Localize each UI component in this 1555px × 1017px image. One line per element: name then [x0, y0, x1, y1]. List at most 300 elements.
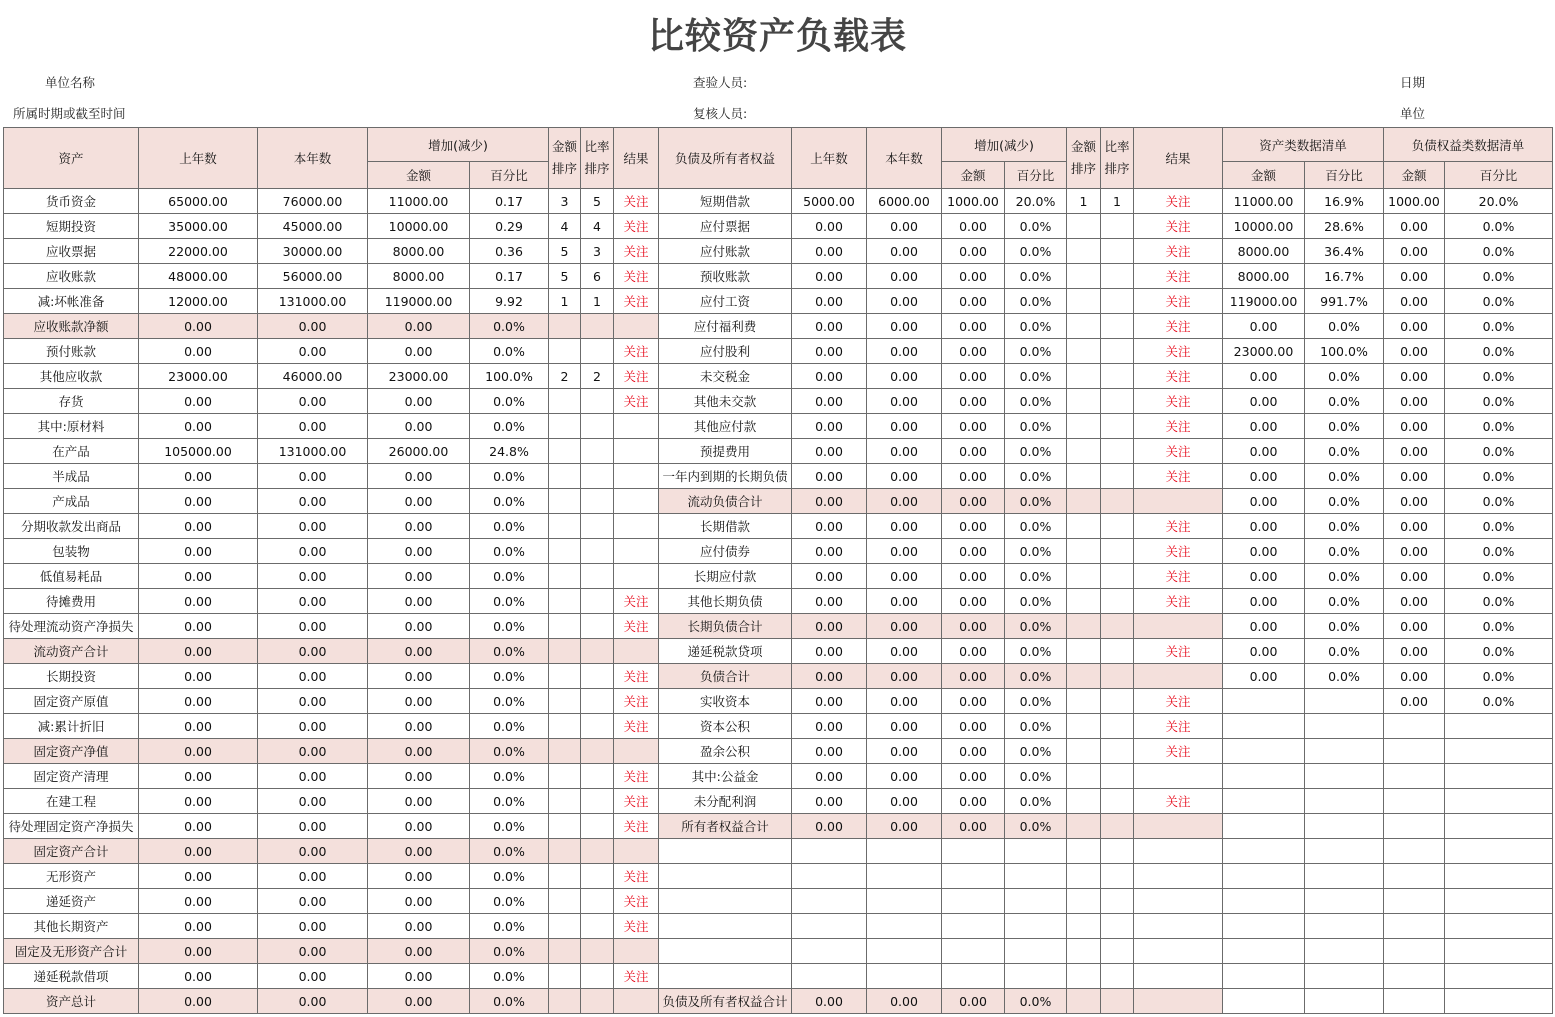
asset-prev-year-cell[interactable]: 0.00 [139, 689, 258, 714]
asset-list-percent-cell[interactable] [1305, 939, 1384, 964]
liab-change-amount-cell[interactable]: 0.00 [942, 564, 1005, 589]
asset-ratio-rank-cell[interactable] [581, 914, 614, 939]
asset-change-percent-cell[interactable]: 0.0% [470, 314, 549, 339]
asset-list-amount-cell[interactable] [1223, 889, 1305, 914]
liab-change-percent-cell[interactable]: 0.0% [1005, 314, 1067, 339]
asset-result-cell[interactable] [614, 414, 659, 439]
liab-list-percent-cell[interactable] [1445, 939, 1553, 964]
liab-name-cell[interactable]: 所有者权益合计 [659, 814, 792, 839]
asset-list-percent-cell[interactable] [1305, 964, 1384, 989]
liab-amount-rank-cell[interactable] [1067, 789, 1101, 814]
asset-result-cell[interactable] [614, 989, 659, 1014]
liab-amount-rank-cell[interactable] [1067, 414, 1101, 439]
liab-ratio-rank-cell[interactable] [1101, 964, 1134, 989]
asset-name-cell[interactable]: 其他长期资产 [4, 914, 139, 939]
asset-this-year-cell[interactable]: 0.00 [258, 814, 368, 839]
liab-name-cell[interactable]: 应付债券 [659, 539, 792, 564]
liab-name-cell[interactable]: 短期借款 [659, 189, 792, 214]
asset-list-amount-cell[interactable]: 0.00 [1223, 489, 1305, 514]
asset-this-year-cell[interactable]: 0.00 [258, 689, 368, 714]
asset-list-amount-cell[interactable] [1223, 764, 1305, 789]
liab-amount-rank-cell[interactable] [1067, 514, 1101, 539]
asset-change-percent-cell[interactable]: 0.0% [470, 614, 549, 639]
asset-result-cell[interactable]: 关注 [614, 389, 659, 414]
liab-list-percent-cell[interactable]: 0.0% [1445, 589, 1553, 614]
asset-amount-rank-cell[interactable] [549, 339, 581, 364]
asset-list-percent-cell[interactable]: 100.0% [1305, 339, 1384, 364]
liab-name-cell[interactable]: 预提费用 [659, 439, 792, 464]
asset-list-percent-cell[interactable]: 0.0% [1305, 389, 1384, 414]
liab-change-amount-cell[interactable]: 0.00 [942, 289, 1005, 314]
asset-amount-rank-cell[interactable]: 1 [549, 289, 581, 314]
liab-ratio-rank-cell[interactable] [1101, 439, 1134, 464]
liab-change-amount-cell[interactable]: 0.00 [942, 214, 1005, 239]
asset-this-year-cell[interactable]: 45000.00 [258, 214, 368, 239]
asset-amount-rank-cell[interactable] [549, 489, 581, 514]
liab-change-amount-cell[interactable]: 0.00 [942, 264, 1005, 289]
liab-list-percent-cell[interactable]: 0.0% [1445, 389, 1553, 414]
liab-ratio-rank-cell[interactable] [1101, 464, 1134, 489]
liab-change-percent-cell[interactable]: 0.0% [1005, 539, 1067, 564]
asset-change-amount-cell[interactable]: 0.00 [368, 914, 470, 939]
liab-list-amount-cell[interactable]: 0.00 [1384, 639, 1445, 664]
liab-ratio-rank-cell[interactable] [1101, 889, 1134, 914]
asset-this-year-cell[interactable]: 0.00 [258, 889, 368, 914]
asset-this-year-cell[interactable]: 0.00 [258, 639, 368, 664]
liab-prev-year-cell[interactable] [792, 964, 867, 989]
liab-amount-rank-cell[interactable] [1067, 289, 1101, 314]
liab-name-cell[interactable]: 预收账款 [659, 264, 792, 289]
liab-this-year-cell[interactable]: 6000.00 [867, 189, 942, 214]
asset-list-percent-cell[interactable]: 0.0% [1305, 464, 1384, 489]
liab-result-cell[interactable] [1134, 614, 1223, 639]
asset-list-percent-cell[interactable] [1305, 989, 1384, 1014]
asset-list-amount-cell[interactable]: 0.00 [1223, 364, 1305, 389]
liab-this-year-cell[interactable]: 0.00 [867, 314, 942, 339]
liab-list-amount-cell[interactable]: 0.00 [1384, 689, 1445, 714]
asset-name-cell[interactable]: 分期收款发出商品 [4, 514, 139, 539]
liab-change-amount-cell[interactable]: 0.00 [942, 414, 1005, 439]
liab-prev-year-cell[interactable]: 0.00 [792, 414, 867, 439]
asset-prev-year-cell[interactable]: 0.00 [139, 414, 258, 439]
liab-prev-year-cell[interactable] [792, 864, 867, 889]
asset-change-percent-cell[interactable]: 0.0% [470, 814, 549, 839]
asset-amount-rank-cell[interactable] [549, 989, 581, 1014]
liab-ratio-rank-cell[interactable] [1101, 539, 1134, 564]
liab-name-cell[interactable]: 应付账款 [659, 239, 792, 264]
asset-result-cell[interactable]: 关注 [614, 264, 659, 289]
liab-ratio-rank-cell[interactable]: 1 [1101, 189, 1134, 214]
liab-amount-rank-cell[interactable] [1067, 539, 1101, 564]
asset-list-percent-cell[interactable] [1305, 864, 1384, 889]
liab-change-percent-cell[interactable]: 0.0% [1005, 689, 1067, 714]
asset-ratio-rank-cell[interactable] [581, 464, 614, 489]
asset-prev-year-cell[interactable]: 0.00 [139, 989, 258, 1014]
liab-list-percent-cell[interactable] [1445, 989, 1553, 1014]
liab-change-percent-cell[interactable]: 0.0% [1005, 364, 1067, 389]
liab-this-year-cell[interactable]: 0.00 [867, 364, 942, 389]
liab-name-cell[interactable]: 长期借款 [659, 514, 792, 539]
liab-name-cell[interactable] [659, 914, 792, 939]
asset-list-percent-cell[interactable] [1305, 689, 1384, 714]
liab-result-cell[interactable]: 关注 [1134, 464, 1223, 489]
asset-list-percent-cell[interactable]: 0.0% [1305, 589, 1384, 614]
liab-change-percent-cell[interactable] [1005, 889, 1067, 914]
liab-list-amount-cell[interactable]: 0.00 [1384, 464, 1445, 489]
liab-this-year-cell[interactable]: 0.00 [867, 464, 942, 489]
liab-list-percent-cell[interactable]: 0.0% [1445, 364, 1553, 389]
asset-name-cell[interactable]: 无形资产 [4, 864, 139, 889]
liab-result-cell[interactable]: 关注 [1134, 264, 1223, 289]
liab-result-cell[interactable]: 关注 [1134, 414, 1223, 439]
liab-list-amount-cell[interactable]: 0.00 [1384, 489, 1445, 514]
liab-result-cell[interactable]: 关注 [1134, 564, 1223, 589]
asset-amount-rank-cell[interactable] [549, 864, 581, 889]
liab-amount-rank-cell[interactable] [1067, 214, 1101, 239]
liab-list-amount-cell[interactable]: 0.00 [1384, 339, 1445, 364]
liab-this-year-cell[interactable]: 0.00 [867, 289, 942, 314]
asset-ratio-rank-cell[interactable] [581, 989, 614, 1014]
liab-amount-rank-cell[interactable] [1067, 964, 1101, 989]
asset-prev-year-cell[interactable]: 0.00 [139, 914, 258, 939]
asset-name-cell[interactable]: 减:累计折旧 [4, 714, 139, 739]
liab-change-amount-cell[interactable]: 0.00 [942, 689, 1005, 714]
asset-prev-year-cell[interactable]: 0.00 [139, 889, 258, 914]
liab-change-percent-cell[interactable]: 0.0% [1005, 464, 1067, 489]
asset-list-amount-cell[interactable]: 0.00 [1223, 639, 1305, 664]
liab-prev-year-cell[interactable]: 0.00 [792, 339, 867, 364]
liab-ratio-rank-cell[interactable] [1101, 214, 1134, 239]
liab-change-percent-cell[interactable]: 0.0% [1005, 614, 1067, 639]
asset-name-cell[interactable]: 待处理固定资产净损失 [4, 814, 139, 839]
asset-list-amount-cell[interactable]: 0.00 [1223, 589, 1305, 614]
asset-amount-rank-cell[interactable] [549, 589, 581, 614]
liab-amount-rank-cell[interactable] [1067, 614, 1101, 639]
asset-list-amount-cell[interactable]: 0.00 [1223, 389, 1305, 414]
liab-change-percent-cell[interactable]: 0.0% [1005, 589, 1067, 614]
liab-list-amount-cell[interactable] [1384, 789, 1445, 814]
liab-list-percent-cell[interactable]: 0.0% [1445, 514, 1553, 539]
asset-list-percent-cell[interactable]: 0.0% [1305, 489, 1384, 514]
asset-name-cell[interactable]: 减:坏帐准备 [4, 289, 139, 314]
liab-change-amount-cell[interactable] [942, 939, 1005, 964]
asset-this-year-cell[interactable]: 0.00 [258, 964, 368, 989]
asset-list-amount-cell[interactable]: 0.00 [1223, 414, 1305, 439]
asset-change-amount-cell[interactable]: 0.00 [368, 764, 470, 789]
liab-change-amount-cell[interactable]: 0.00 [942, 539, 1005, 564]
liab-amount-rank-cell[interactable] [1067, 764, 1101, 789]
liab-change-percent-cell[interactable]: 0.0% [1005, 789, 1067, 814]
asset-change-percent-cell[interactable]: 0.0% [470, 764, 549, 789]
liab-change-amount-cell[interactable]: 0.00 [942, 989, 1005, 1014]
asset-name-cell[interactable]: 待摊费用 [4, 589, 139, 614]
asset-list-amount-cell[interactable] [1223, 689, 1305, 714]
asset-ratio-rank-cell[interactable]: 4 [581, 214, 614, 239]
liab-list-amount-cell[interactable] [1384, 989, 1445, 1014]
asset-ratio-rank-cell[interactable] [581, 589, 614, 614]
asset-name-cell[interactable]: 包装物 [4, 539, 139, 564]
asset-list-percent-cell[interactable]: 0.0% [1305, 639, 1384, 664]
asset-ratio-rank-cell[interactable] [581, 964, 614, 989]
liab-amount-rank-cell[interactable] [1067, 239, 1101, 264]
asset-ratio-rank-cell[interactable] [581, 714, 614, 739]
liab-this-year-cell[interactable]: 0.00 [867, 389, 942, 414]
liab-prev-year-cell[interactable]: 0.00 [792, 739, 867, 764]
liab-result-cell[interactable]: 关注 [1134, 239, 1223, 264]
liab-amount-rank-cell[interactable] [1067, 639, 1101, 664]
asset-change-amount-cell[interactable]: 26000.00 [368, 439, 470, 464]
asset-amount-rank-cell[interactable]: 5 [549, 264, 581, 289]
liab-this-year-cell[interactable]: 0.00 [867, 714, 942, 739]
asset-amount-rank-cell[interactable]: 3 [549, 189, 581, 214]
liab-change-percent-cell[interactable]: 0.0% [1005, 289, 1067, 314]
asset-this-year-cell[interactable]: 76000.00 [258, 189, 368, 214]
liab-name-cell[interactable]: 应付票据 [659, 214, 792, 239]
asset-result-cell[interactable]: 关注 [614, 664, 659, 689]
liab-prev-year-cell[interactable] [792, 889, 867, 914]
asset-this-year-cell[interactable]: 0.00 [258, 914, 368, 939]
liab-change-amount-cell[interactable]: 0.00 [942, 764, 1005, 789]
liab-result-cell[interactable] [1134, 764, 1223, 789]
asset-prev-year-cell[interactable]: 0.00 [139, 339, 258, 364]
liab-this-year-cell[interactable]: 0.00 [867, 414, 942, 439]
asset-ratio-rank-cell[interactable] [581, 864, 614, 889]
asset-ratio-rank-cell[interactable] [581, 539, 614, 564]
asset-change-amount-cell[interactable]: 0.00 [368, 614, 470, 639]
liab-change-percent-cell[interactable]: 0.0% [1005, 714, 1067, 739]
asset-change-percent-cell[interactable]: 100.0% [470, 364, 549, 389]
asset-this-year-cell[interactable]: 0.00 [258, 864, 368, 889]
asset-ratio-rank-cell[interactable] [581, 889, 614, 914]
liab-list-percent-cell[interactable]: 0.0% [1445, 339, 1553, 364]
liab-this-year-cell[interactable]: 0.00 [867, 664, 942, 689]
liab-change-percent-cell[interactable]: 0.0% [1005, 214, 1067, 239]
asset-name-cell[interactable]: 低值易耗品 [4, 564, 139, 589]
liab-this-year-cell[interactable]: 0.00 [867, 564, 942, 589]
asset-amount-rank-cell[interactable] [549, 514, 581, 539]
liab-result-cell[interactable]: 关注 [1134, 789, 1223, 814]
asset-change-amount-cell[interactable]: 0.00 [368, 514, 470, 539]
asset-prev-year-cell[interactable]: 65000.00 [139, 189, 258, 214]
liab-ratio-rank-cell[interactable] [1101, 389, 1134, 414]
liab-ratio-rank-cell[interactable] [1101, 289, 1134, 314]
asset-change-amount-cell[interactable]: 0.00 [368, 839, 470, 864]
liab-amount-rank-cell[interactable] [1067, 489, 1101, 514]
liab-list-amount-cell[interactable]: 1000.00 [1384, 189, 1445, 214]
asset-result-cell[interactable] [614, 489, 659, 514]
liab-result-cell[interactable]: 关注 [1134, 214, 1223, 239]
asset-prev-year-cell[interactable]: 0.00 [139, 389, 258, 414]
liab-list-amount-cell[interactable] [1384, 889, 1445, 914]
liab-name-cell[interactable] [659, 939, 792, 964]
liab-list-percent-cell[interactable]: 0.0% [1445, 564, 1553, 589]
liab-change-percent-cell[interactable]: 0.0% [1005, 764, 1067, 789]
asset-result-cell[interactable]: 关注 [614, 239, 659, 264]
asset-name-cell[interactable]: 应收票据 [4, 239, 139, 264]
liab-amount-rank-cell[interactable] [1067, 364, 1101, 389]
liab-list-percent-cell[interactable] [1445, 764, 1553, 789]
liab-amount-rank-cell[interactable] [1067, 664, 1101, 689]
asset-change-percent-cell[interactable]: 9.92 [470, 289, 549, 314]
liab-result-cell[interactable]: 关注 [1134, 389, 1223, 414]
asset-result-cell[interactable] [614, 464, 659, 489]
asset-change-amount-cell[interactable]: 0.00 [368, 464, 470, 489]
liab-list-amount-cell[interactable]: 0.00 [1384, 264, 1445, 289]
liab-list-amount-cell[interactable]: 0.00 [1384, 414, 1445, 439]
asset-result-cell[interactable] [614, 839, 659, 864]
liab-prev-year-cell[interactable] [792, 839, 867, 864]
asset-change-amount-cell[interactable]: 0.00 [368, 589, 470, 614]
liab-this-year-cell[interactable]: 0.00 [867, 589, 942, 614]
liab-list-amount-cell[interactable] [1384, 864, 1445, 889]
asset-result-cell[interactable]: 关注 [614, 914, 659, 939]
liab-change-percent-cell[interactable] [1005, 939, 1067, 964]
asset-list-percent-cell[interactable] [1305, 789, 1384, 814]
asset-prev-year-cell[interactable]: 0.00 [139, 964, 258, 989]
asset-change-percent-cell[interactable]: 0.0% [470, 789, 549, 814]
asset-this-year-cell[interactable]: 0.00 [258, 714, 368, 739]
liab-result-cell[interactable]: 关注 [1134, 189, 1223, 214]
liab-prev-year-cell[interactable]: 0.00 [792, 789, 867, 814]
asset-amount-rank-cell[interactable] [549, 314, 581, 339]
liab-list-percent-cell[interactable]: 20.0% [1445, 189, 1553, 214]
liab-ratio-rank-cell[interactable] [1101, 739, 1134, 764]
asset-list-percent-cell[interactable] [1305, 814, 1384, 839]
asset-amount-rank-cell[interactable]: 5 [549, 239, 581, 264]
liab-change-percent-cell[interactable] [1005, 914, 1067, 939]
liab-prev-year-cell[interactable]: 0.00 [792, 664, 867, 689]
asset-list-percent-cell[interactable] [1305, 914, 1384, 939]
asset-list-percent-cell[interactable]: 0.0% [1305, 539, 1384, 564]
liab-list-amount-cell[interactable] [1384, 814, 1445, 839]
asset-ratio-rank-cell[interactable] [581, 514, 614, 539]
liab-change-amount-cell[interactable]: 0.00 [942, 639, 1005, 664]
asset-change-percent-cell[interactable]: 0.0% [470, 589, 549, 614]
liab-prev-year-cell[interactable]: 0.00 [792, 764, 867, 789]
asset-list-percent-cell[interactable]: 0.0% [1305, 614, 1384, 639]
asset-result-cell[interactable]: 关注 [614, 339, 659, 364]
liab-prev-year-cell[interactable] [792, 939, 867, 964]
liab-list-percent-cell[interactable]: 0.0% [1445, 414, 1553, 439]
liab-change-percent-cell[interactable]: 0.0% [1005, 814, 1067, 839]
asset-prev-year-cell[interactable]: 0.00 [139, 739, 258, 764]
liab-ratio-rank-cell[interactable] [1101, 514, 1134, 539]
liab-result-cell[interactable] [1134, 664, 1223, 689]
liab-change-percent-cell[interactable] [1005, 864, 1067, 889]
liab-prev-year-cell[interactable]: 0.00 [792, 489, 867, 514]
liab-change-percent-cell[interactable]: 0.0% [1005, 989, 1067, 1014]
asset-prev-year-cell[interactable]: 0.00 [139, 614, 258, 639]
asset-change-percent-cell[interactable]: 0.0% [470, 739, 549, 764]
asset-list-percent-cell[interactable] [1305, 714, 1384, 739]
liab-name-cell[interactable]: 递延税款贷项 [659, 639, 792, 664]
asset-ratio-rank-cell[interactable] [581, 639, 614, 664]
asset-prev-year-cell[interactable]: 35000.00 [139, 214, 258, 239]
asset-change-percent-cell[interactable]: 0.0% [470, 964, 549, 989]
asset-this-year-cell[interactable]: 0.00 [258, 939, 368, 964]
asset-result-cell[interactable]: 关注 [614, 889, 659, 914]
liab-list-percent-cell[interactable]: 0.0% [1445, 614, 1553, 639]
liab-this-year-cell[interactable]: 0.00 [867, 539, 942, 564]
asset-prev-year-cell[interactable]: 0.00 [139, 814, 258, 839]
asset-name-cell[interactable]: 存货 [4, 389, 139, 414]
asset-list-percent-cell[interactable] [1305, 839, 1384, 864]
liab-change-percent-cell[interactable]: 0.0% [1005, 414, 1067, 439]
liab-list-amount-cell[interactable] [1384, 764, 1445, 789]
liab-change-amount-cell[interactable] [942, 839, 1005, 864]
asset-change-percent-cell[interactable]: 0.0% [470, 414, 549, 439]
liab-change-amount-cell[interactable] [942, 864, 1005, 889]
asset-prev-year-cell[interactable]: 0.00 [139, 714, 258, 739]
liab-name-cell[interactable] [659, 839, 792, 864]
asset-name-cell[interactable]: 递延资产 [4, 889, 139, 914]
asset-result-cell[interactable] [614, 639, 659, 664]
asset-change-percent-cell[interactable]: 0.0% [470, 539, 549, 564]
liab-name-cell[interactable]: 实收资本 [659, 689, 792, 714]
liab-change-amount-cell[interactable]: 0.00 [942, 739, 1005, 764]
liab-result-cell[interactable]: 关注 [1134, 739, 1223, 764]
liab-result-cell[interactable]: 关注 [1134, 689, 1223, 714]
liab-name-cell[interactable]: 负债及所有者权益合计 [659, 989, 792, 1014]
liab-prev-year-cell[interactable]: 0.00 [792, 239, 867, 264]
asset-this-year-cell[interactable]: 0.00 [258, 664, 368, 689]
liab-change-amount-cell[interactable]: 0.00 [942, 714, 1005, 739]
asset-name-cell[interactable]: 固定资产清理 [4, 764, 139, 789]
asset-amount-rank-cell[interactable] [549, 439, 581, 464]
asset-result-cell[interactable] [614, 314, 659, 339]
asset-ratio-rank-cell[interactable]: 2 [581, 364, 614, 389]
asset-change-amount-cell[interactable]: 0.00 [368, 714, 470, 739]
asset-result-cell[interactable] [614, 514, 659, 539]
liab-list-amount-cell[interactable] [1384, 939, 1445, 964]
liab-amount-rank-cell[interactable] [1067, 739, 1101, 764]
liab-amount-rank-cell[interactable] [1067, 889, 1101, 914]
asset-name-cell[interactable]: 固定资产合计 [4, 839, 139, 864]
asset-list-amount-cell[interactable] [1223, 914, 1305, 939]
liab-list-percent-cell[interactable] [1445, 814, 1553, 839]
asset-change-percent-cell[interactable]: 24.8% [470, 439, 549, 464]
asset-amount-rank-cell[interactable] [549, 389, 581, 414]
asset-amount-rank-cell[interactable] [549, 789, 581, 814]
liab-name-cell[interactable]: 负债合计 [659, 664, 792, 689]
asset-prev-year-cell[interactable]: 0.00 [139, 589, 258, 614]
asset-change-amount-cell[interactable]: 0.00 [368, 539, 470, 564]
asset-list-percent-cell[interactable]: 0.0% [1305, 314, 1384, 339]
asset-prev-year-cell[interactable]: 105000.00 [139, 439, 258, 464]
asset-name-cell[interactable]: 在产品 [4, 439, 139, 464]
liab-change-percent-cell[interactable] [1005, 839, 1067, 864]
liab-list-percent-cell[interactable]: 0.0% [1445, 464, 1553, 489]
asset-this-year-cell[interactable]: 0.00 [258, 589, 368, 614]
liab-result-cell[interactable] [1134, 914, 1223, 939]
liab-this-year-cell[interactable]: 0.00 [867, 764, 942, 789]
asset-list-amount-cell[interactable]: 0.00 [1223, 439, 1305, 464]
asset-result-cell[interactable]: 关注 [614, 789, 659, 814]
liab-ratio-rank-cell[interactable] [1101, 989, 1134, 1014]
liab-result-cell[interactable] [1134, 889, 1223, 914]
asset-change-amount-cell[interactable]: 119000.00 [368, 289, 470, 314]
liab-this-year-cell[interactable]: 0.00 [867, 639, 942, 664]
liab-list-amount-cell[interactable]: 0.00 [1384, 539, 1445, 564]
asset-result-cell[interactable]: 关注 [614, 864, 659, 889]
liab-change-amount-cell[interactable]: 1000.00 [942, 189, 1005, 214]
asset-prev-year-cell[interactable]: 0.00 [139, 464, 258, 489]
liab-amount-rank-cell[interactable] [1067, 564, 1101, 589]
liab-this-year-cell[interactable]: 0.00 [867, 739, 942, 764]
liab-list-percent-cell[interactable] [1445, 964, 1553, 989]
liab-list-amount-cell[interactable] [1384, 714, 1445, 739]
liab-ratio-rank-cell[interactable] [1101, 564, 1134, 589]
